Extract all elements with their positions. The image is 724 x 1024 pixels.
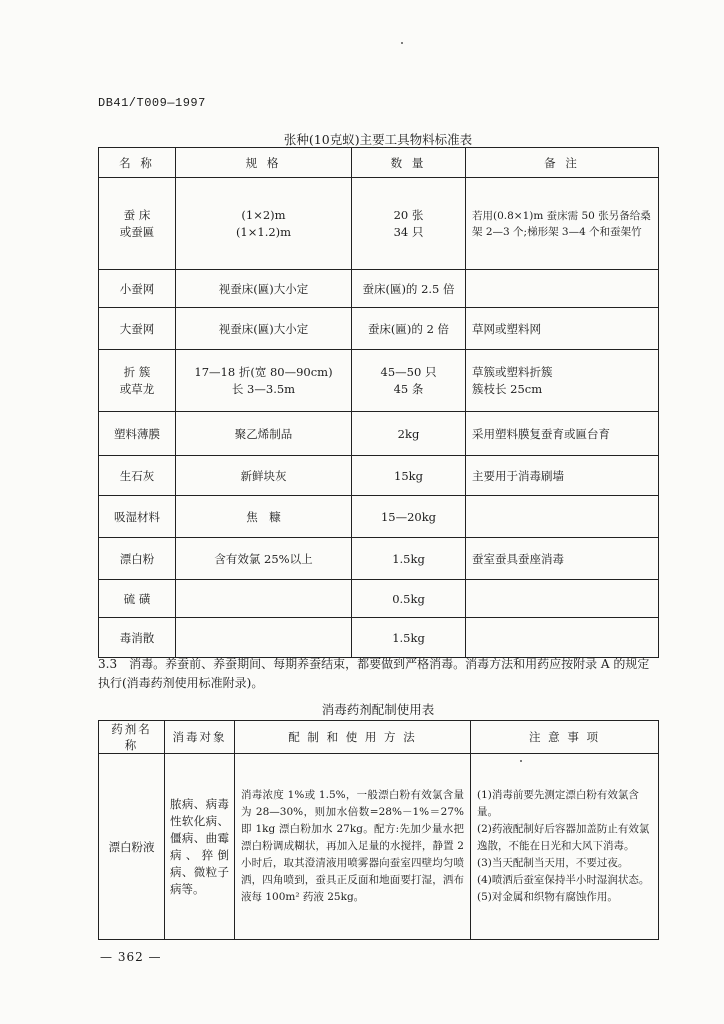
cell-spec: 视蚕床(匾)大小定 [176, 308, 352, 350]
col-header-note: 备 注 [466, 148, 659, 178]
cell-note: 草簇或塑料折簇 簇枝长 25cm [466, 350, 659, 412]
table-row [99, 308, 659, 350]
cell-spec: 17—18 折(宽 80—90cm) 长 3—3.5m [176, 350, 352, 412]
table-row [99, 412, 659, 456]
cell-name: 折 簇 或草龙 [99, 350, 176, 412]
cell-note: 主要用于消毒刷墙 [466, 456, 659, 496]
cell-spec: 含有效氯 25%以上 [176, 538, 352, 580]
scan-speck [520, 760, 522, 762]
section-3-3-paragraph: 3.3 消毒。养蚕前、养蚕期间、每期养蚕结束，都要做到严格消毒。消毒方法和用药应按附录 A 的规定执行(消毒药剂使用标准附录)。 [98, 657, 650, 690]
cell-name: 毒消散 [99, 618, 176, 658]
cell-name: 大蚕网 [99, 308, 176, 350]
cell-name: 吸湿材料 [99, 496, 176, 538]
cell-name: 小蚕网 [99, 270, 176, 308]
cell-name: 硫 磺 [99, 580, 176, 618]
col-header-notes: 注 意 事 项 [471, 721, 659, 754]
cell-note: 采用塑料膜复蚕育或匾台育 [466, 412, 659, 456]
document-code: DB41/T009—1997 [98, 96, 206, 110]
cell-note [466, 580, 659, 618]
col-header-agent: 药剂名称 [99, 721, 165, 754]
cell-qty: 2kg [352, 412, 466, 456]
table-header-row [99, 721, 659, 754]
cell-qty: 15kg [352, 456, 466, 496]
table-row [99, 178, 659, 270]
cell-note [466, 270, 659, 308]
table-row [99, 580, 659, 618]
note-item: (4)喷洒后蚕室保持半小时湿润状态。 [477, 874, 650, 886]
table-row [99, 350, 659, 412]
cell-name: 生石灰 [99, 456, 176, 496]
col-header-target: 消毒对象 [165, 721, 235, 754]
table-header-row [99, 148, 659, 178]
page-number: — 362 — [100, 950, 162, 964]
cell-target: 脓病、病毒性软化病、僵病、曲霉病、猝倒病、微粒子病等。 [165, 754, 235, 940]
cell-qty: 15—20kg [352, 496, 466, 538]
cell-qty: 20 张 34 只 [352, 178, 466, 270]
table-row [99, 618, 659, 658]
cell-note: 草网或塑料网 [466, 308, 659, 350]
cell-note [466, 496, 659, 538]
cell-method: 消毒浓度 1%或 1.5%，一般漂白粉有效氯含量为 28—30%，则加水倍数=28%－1%＝27%即 1kg 漂白粉加水 27kg。配方:先加少量水把漂白粉调成糊状，再加入足量的水搅拌，静置 2 小时后，取其澄清液用喷雾器向蚕室四壁均匀喷洒，四角喷到，蚕具正反面和地面要打湿，洒布液每 100m² 药液 25kg。 [235, 754, 471, 940]
cell-note: 蚕室蚕具蚕座消毒 [466, 538, 659, 580]
cell-name: 蚕 床 或蚕匾 [99, 178, 176, 270]
cell-agent: 漂白粉液 [99, 754, 165, 940]
note-item: (2)药液配制好后容器加盖防止有效氯逸散，不能在日光和大风下消毒。 [477, 823, 650, 852]
cell-name: 漂白粉 [99, 538, 176, 580]
cell-spec: 焦 糠 [176, 496, 352, 538]
cell-name: 塑料薄膜 [99, 412, 176, 456]
disinfectant-table [98, 720, 659, 940]
cell-spec [176, 618, 352, 658]
cell-qty: 0.5kg [352, 580, 466, 618]
col-header-qty: 数 量 [352, 148, 466, 178]
cell-spec [176, 580, 352, 618]
col-header-name: 名 称 [99, 148, 176, 178]
cell-spec: 视蚕床(匾)大小定 [176, 270, 352, 308]
cell-qty: 1.5kg [352, 538, 466, 580]
tools-materials-table [98, 147, 659, 658]
table-row [99, 538, 659, 580]
table1-caption: 张种(10克蚁)主要工具物料标准表 [283, 132, 473, 147]
cell-qty: 1.5kg [352, 618, 466, 658]
cell-notes [471, 754, 659, 940]
cell-spec: 新鲜块灰 [176, 456, 352, 496]
cell-qty: 45—50 只 45 条 [352, 350, 466, 412]
col-header-method: 配 制 和 使 用 方 法 [235, 721, 471, 754]
cell-spec: 聚乙烯制品 [176, 412, 352, 456]
table-row [99, 754, 659, 940]
scan-speck [401, 42, 403, 44]
cell-note [466, 618, 659, 658]
cell-spec: (1×2)m (1×1.2)m [176, 178, 352, 270]
table-row [99, 456, 659, 496]
note-item: (5)对金属和织物有腐蚀作用。 [477, 891, 618, 903]
table-row [99, 270, 659, 308]
table2-caption: 消毒药剂配制使用表 [321, 702, 435, 717]
cell-note: 若用(0.8×1)m 蚕床需 50 张另备给桑架 2—3 个;梯形架 3—4 个和蚕架竹 [466, 178, 659, 270]
note-item: (3)当天配制当天用，不要过夜。 [477, 857, 629, 869]
cell-qty: 蚕床(匾)的 2.5 倍 [352, 270, 466, 308]
col-header-spec: 规 格 [176, 148, 352, 178]
table-row [99, 496, 659, 538]
cell-qty: 蚕床(匾)的 2 倍 [352, 308, 466, 350]
note-item: (1)消毒前要先测定漂白粉有效氯含量。 [477, 789, 639, 818]
